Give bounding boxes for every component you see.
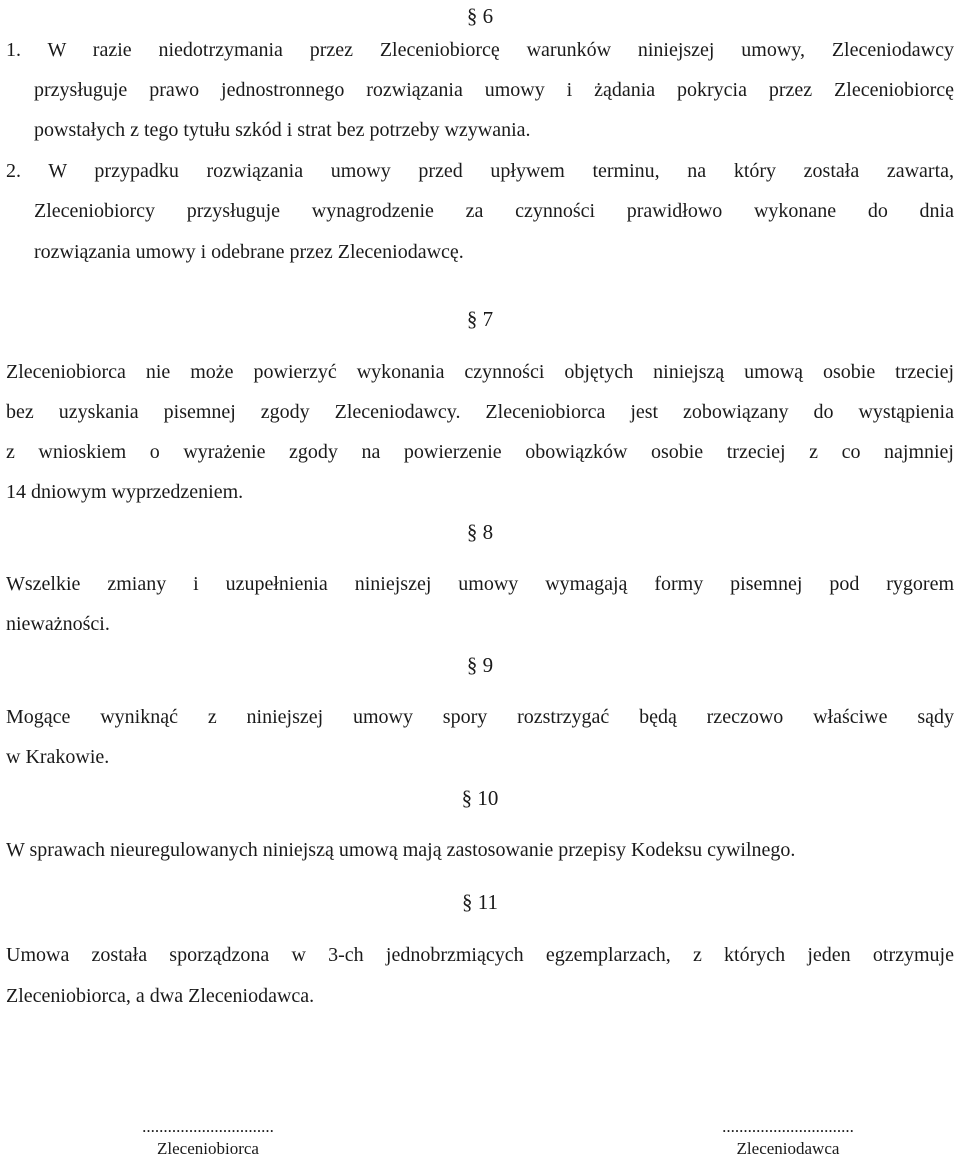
signature-line-right: ...............................	[722, 1117, 854, 1136]
section-8-line-1: Wszelkie zmiany i uzupełnienia niniejszej umowy wymagają formy pisemnej pod rygorem	[6, 573, 954, 595]
section-10-heading: § 10	[461, 786, 499, 810]
signature-label-right: Zleceniodawca	[736, 1139, 840, 1158]
section-7-line-3: z wnioskiem o wyrażenie zgody na powierzenie obowiązków osobie trzeciej z co najmniej	[6, 441, 954, 463]
section-7-line-2: bez uzyskania pisemnej zgody Zleceniodawcy. Zleceniobiorca jest zobowiązany do wystąpienia	[6, 401, 954, 423]
section-6-point-2-line-1: 2. W przypadku rozwiązania umowy przed upływem terminu, na który została zawarta,	[6, 160, 954, 182]
section-6-point-2-line-2: Zleceniobiorcy przysługuje wynagrodzenie za czynności prawidłowo wykonane do dnia	[34, 200, 954, 222]
section-6-point-1-line-1: 1. W razie niedotrzymania przez Zleceniobiorcę warunków niniejszej umowy, Zleceniodawcy	[6, 39, 954, 61]
section-8-line-2: nieważności.	[6, 613, 110, 635]
section-7-line-4: 14 dniowym wyprzedzeniem.	[6, 481, 244, 503]
section-9-heading: § 9	[466, 653, 494, 677]
section-7-heading: § 7	[466, 307, 494, 331]
section-11-line-2: Zleceniobiorca, a dwa Zleceniodawca.	[6, 985, 315, 1007]
section-10-line-1: W sprawach nieuregulowanych niniejszą umową mają zastosowanie przepisy Kodeksu cywilnego.	[6, 839, 796, 861]
section-7-line-1: Zleceniobiorca nie może powierzyć wykonania czynności objętych niniejszą umową osobie trzeciej	[6, 361, 954, 383]
section-8-heading: § 8	[466, 520, 494, 544]
section-6-point-1-line-2: przysługuje prawo jednostronnego rozwiązania umowy i żądania pokrycia przez Zleceniobiorcę	[34, 79, 954, 101]
signature-label-left: Zleceniobiorca	[157, 1139, 259, 1158]
section-6-heading: § 6	[466, 4, 494, 28]
section-6-point-2-line-3: rozwiązania umowy i odebrane przez Zleceniodawcę.	[34, 241, 464, 263]
section-6-point-1-line-3: powstałych z tego tytułu szkód i strat bez potrzeby wzywania.	[34, 119, 531, 141]
section-11-line-1: Umowa została sporządzona w 3-ch jednobrzmiących egzemplarzach, z których jeden otrzymuje	[6, 944, 954, 966]
section-11-heading: § 11	[462, 890, 498, 914]
section-9-line-2: w Krakowie.	[6, 746, 110, 768]
section-9-line-1: Mogące wyniknąć z niniejszej umowy spory rozstrzygać będą rzeczowo właściwe sądy	[6, 706, 954, 728]
signature-line-left: ...............................	[142, 1117, 274, 1136]
